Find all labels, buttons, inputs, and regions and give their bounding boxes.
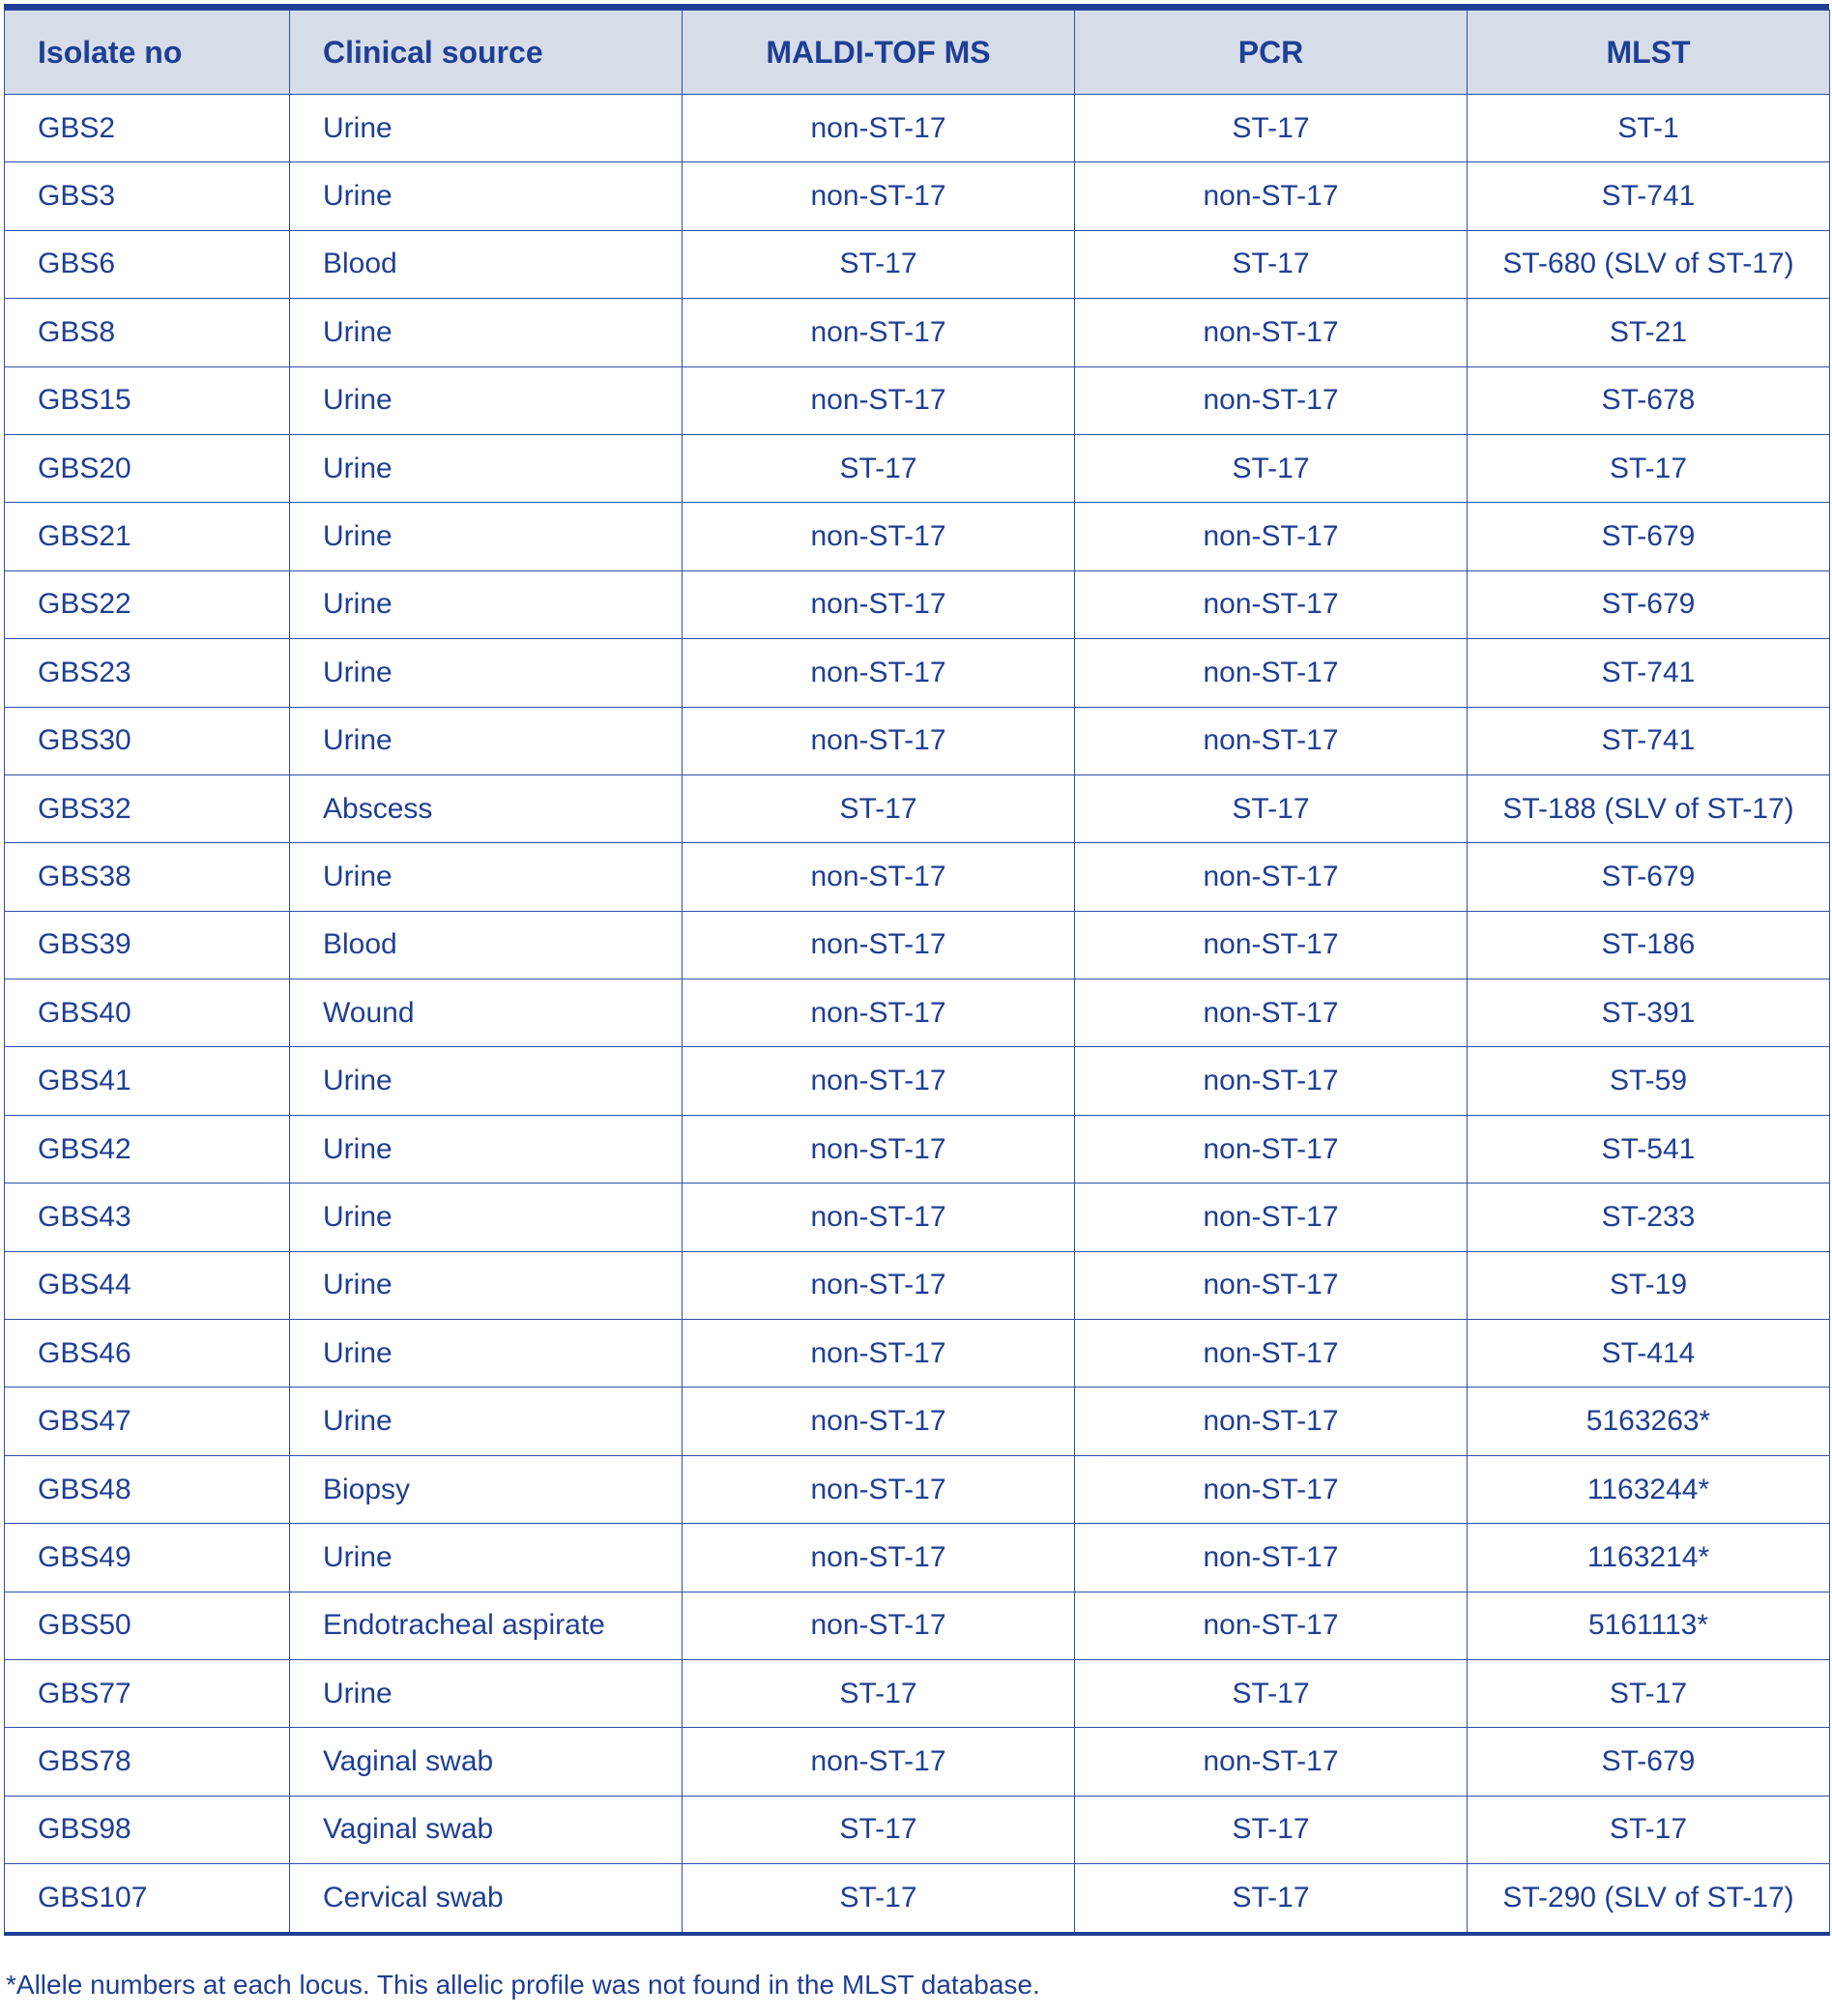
table-row — [5, 707, 1830, 774]
isolate-no-cell: GBS50 — [5, 1592, 290, 1659]
pcr-cell: non-ST-17 — [1075, 1115, 1468, 1183]
maldi-tof-ms-cell: ST-17 — [683, 1864, 1075, 1934]
table-row — [5, 230, 1830, 298]
mlst-cell: 5163263* — [1468, 1388, 1830, 1455]
maldi-tof-ms-cell: non-ST-17 — [683, 570, 1075, 638]
mlst-cell: ST-741 — [1468, 162, 1830, 230]
table-footnote: *Allele numbers at each locus. This allelic profile was not found in the MLST database. — [6, 1970, 1040, 2000]
table-row — [5, 570, 1830, 638]
isolate-no-cell: GBS77 — [5, 1659, 290, 1727]
maldi-tof-ms-cell: non-ST-17 — [683, 843, 1075, 911]
table-row — [5, 1388, 1830, 1455]
pcr-cell: non-ST-17 — [1075, 1455, 1468, 1523]
isolate-no-cell: GBS42 — [5, 1115, 290, 1183]
table-row — [5, 843, 1830, 911]
pcr-cell: non-ST-17 — [1075, 570, 1468, 638]
clinical-source-cell: Blood — [290, 230, 683, 298]
maldi-tof-ms-cell: non-ST-17 — [683, 911, 1075, 979]
isolate-no-cell: GBS78 — [5, 1728, 290, 1796]
maldi-tof-ms-cell: non-ST-17 — [683, 1388, 1075, 1455]
clinical-source-cell: Urine — [290, 1320, 683, 1388]
table-row — [5, 299, 1830, 366]
maldi-tof-ms-cell: ST-17 — [683, 230, 1075, 298]
clinical-source-cell: Wound — [290, 979, 683, 1047]
maldi-tof-ms-cell: non-ST-17 — [683, 1524, 1075, 1592]
mlst-cell: 5161113* — [1468, 1592, 1830, 1659]
maldi-tof-ms-cell: non-ST-17 — [683, 162, 1075, 230]
table-row — [5, 911, 1830, 979]
mlst-cell: ST-679 — [1468, 843, 1830, 911]
mlst-cell: ST-186 — [1468, 911, 1830, 979]
clinical-source-cell: Biopsy — [290, 1455, 683, 1523]
maldi-tof-ms-cell: ST-17 — [683, 1659, 1075, 1727]
mlst-cell: 1163214* — [1468, 1524, 1830, 1592]
isolate-no-cell: GBS41 — [5, 1047, 290, 1115]
mlst-cell: ST-414 — [1468, 1320, 1830, 1388]
clinical-source-cell: Urine — [290, 366, 683, 434]
header-clinical-source: Clinical source — [290, 11, 683, 95]
isolate-no-cell: GBS8 — [5, 299, 290, 366]
results-table — [4, 10, 1830, 1936]
mlst-cell: ST-680 (SLV of ST-17) — [1468, 230, 1830, 298]
pcr-cell: non-ST-17 — [1075, 162, 1468, 230]
table-row — [5, 774, 1830, 842]
isolate-no-cell: GBS47 — [5, 1388, 290, 1455]
pcr-cell: non-ST-17 — [1075, 911, 1468, 979]
isolate-no-cell: GBS44 — [5, 1251, 290, 1319]
pcr-cell: ST-17 — [1075, 1864, 1468, 1934]
isolate-no-cell: GBS40 — [5, 979, 290, 1047]
mlst-cell: ST-741 — [1468, 639, 1830, 707]
clinical-source-cell: Urine — [290, 1524, 683, 1592]
header-pcr: PCR — [1075, 11, 1468, 95]
mlst-cell: ST-290 (SLV of ST-17) — [1468, 1864, 1830, 1934]
isolate-no-cell: GBS23 — [5, 639, 290, 707]
maldi-tof-ms-cell: non-ST-17 — [683, 1455, 1075, 1523]
header-row — [5, 11, 1830, 95]
mlst-cell: ST-741 — [1468, 707, 1830, 774]
clinical-source-cell: Urine — [290, 1047, 683, 1115]
pcr-cell: non-ST-17 — [1075, 503, 1468, 570]
clinical-source-cell: Urine — [290, 434, 683, 502]
table-row — [5, 162, 1830, 230]
pcr-cell: non-ST-17 — [1075, 1047, 1468, 1115]
mlst-cell: ST-391 — [1468, 979, 1830, 1047]
table-row — [5, 434, 1830, 502]
mlst-cell: ST-21 — [1468, 299, 1830, 366]
pcr-cell: ST-17 — [1075, 774, 1468, 842]
mlst-cell: ST-678 — [1468, 366, 1830, 434]
pcr-cell: non-ST-17 — [1075, 1183, 1468, 1251]
mlst-cell: ST-59 — [1468, 1047, 1830, 1115]
clinical-source-cell: Urine — [290, 843, 683, 911]
table-row — [5, 1183, 1830, 1251]
pcr-cell: ST-17 — [1075, 95, 1468, 162]
clinical-source-cell: Urine — [290, 1183, 683, 1251]
mlst-cell: ST-679 — [1468, 503, 1830, 570]
table-body — [5, 95, 1830, 1934]
pcr-cell: non-ST-17 — [1075, 299, 1468, 366]
isolate-no-cell: GBS3 — [5, 162, 290, 230]
table-row — [5, 1251, 1830, 1319]
clinical-source-cell: Blood — [290, 911, 683, 979]
table-row — [5, 1047, 1830, 1115]
maldi-tof-ms-cell: non-ST-17 — [683, 979, 1075, 1047]
pcr-cell: non-ST-17 — [1075, 1592, 1468, 1659]
pcr-cell: non-ST-17 — [1075, 1728, 1468, 1796]
header-maldi-tof-ms: MALDI-TOF MS — [683, 11, 1075, 95]
pcr-cell: non-ST-17 — [1075, 843, 1468, 911]
maldi-tof-ms-cell: ST-17 — [683, 434, 1075, 502]
isolate-no-cell: GBS2 — [5, 95, 290, 162]
pcr-cell: non-ST-17 — [1075, 366, 1468, 434]
maldi-tof-ms-cell: non-ST-17 — [683, 1728, 1075, 1796]
pcr-cell: ST-17 — [1075, 434, 1468, 502]
mlst-cell: ST-541 — [1468, 1115, 1830, 1183]
mlst-cell: ST-188 (SLV of ST-17) — [1468, 774, 1830, 842]
table-row — [5, 979, 1830, 1047]
isolate-no-cell: GBS20 — [5, 434, 290, 502]
pcr-cell: ST-17 — [1075, 1659, 1468, 1727]
isolate-no-cell: GBS39 — [5, 911, 290, 979]
mlst-cell: ST-679 — [1468, 1728, 1830, 1796]
clinical-source-cell: Urine — [290, 162, 683, 230]
clinical-source-cell: Endotracheal aspirate — [290, 1592, 683, 1659]
pcr-cell: non-ST-17 — [1075, 979, 1468, 1047]
mlst-cell: ST-17 — [1468, 1796, 1830, 1863]
pcr-cell: non-ST-17 — [1075, 1524, 1468, 1592]
isolate-no-cell: GBS22 — [5, 570, 290, 638]
mlst-cell: ST-679 — [1468, 570, 1830, 638]
maldi-tof-ms-cell: non-ST-17 — [683, 1320, 1075, 1388]
clinical-source-cell: Urine — [290, 639, 683, 707]
maldi-tof-ms-cell: non-ST-17 — [683, 503, 1075, 570]
clinical-source-cell: Vaginal swab — [290, 1728, 683, 1796]
table-row — [5, 1728, 1830, 1796]
clinical-source-cell: Cervical swab — [290, 1864, 683, 1934]
isolate-no-cell: GBS107 — [5, 1864, 290, 1934]
mlst-cell: ST-17 — [1468, 434, 1830, 502]
header-mlst: MLST — [1468, 11, 1830, 95]
clinical-source-cell: Vaginal swab — [290, 1796, 683, 1863]
maldi-tof-ms-cell: non-ST-17 — [683, 95, 1075, 162]
maldi-tof-ms-cell: non-ST-17 — [683, 707, 1075, 774]
clinical-source-cell: Urine — [290, 1251, 683, 1319]
maldi-tof-ms-cell: non-ST-17 — [683, 639, 1075, 707]
isolate-no-cell: GBS15 — [5, 366, 290, 434]
pcr-cell: ST-17 — [1075, 230, 1468, 298]
table-row — [5, 366, 1830, 434]
maldi-tof-ms-cell: ST-17 — [683, 1796, 1075, 1863]
pcr-cell: non-ST-17 — [1075, 1320, 1468, 1388]
clinical-source-cell: Urine — [290, 1659, 683, 1727]
table-header — [5, 11, 1830, 95]
mlst-cell: 1163244* — [1468, 1455, 1830, 1523]
clinical-source-cell: Urine — [290, 707, 683, 774]
pcr-cell: non-ST-17 — [1075, 1388, 1468, 1455]
table-row — [5, 1864, 1830, 1934]
pcr-cell: ST-17 — [1075, 1796, 1468, 1863]
table-row — [5, 1659, 1830, 1727]
clinical-source-cell: Abscess — [290, 774, 683, 842]
pcr-cell: non-ST-17 — [1075, 639, 1468, 707]
maldi-tof-ms-cell: non-ST-17 — [683, 1183, 1075, 1251]
header-isolate-no: Isolate no — [5, 11, 290, 95]
isolate-no-cell: GBS38 — [5, 843, 290, 911]
table-row — [5, 503, 1830, 570]
isolate-no-cell: GBS6 — [5, 230, 290, 298]
pcr-cell: non-ST-17 — [1075, 1251, 1468, 1319]
maldi-tof-ms-cell: non-ST-17 — [683, 1251, 1075, 1319]
table-row — [5, 1115, 1830, 1183]
isolate-no-cell: GBS98 — [5, 1796, 290, 1863]
isolate-no-cell: GBS46 — [5, 1320, 290, 1388]
isolate-no-cell: GBS30 — [5, 707, 290, 774]
maldi-tof-ms-cell: non-ST-17 — [683, 1047, 1075, 1115]
clinical-source-cell: Urine — [290, 1388, 683, 1455]
maldi-tof-ms-cell: non-ST-17 — [683, 299, 1075, 366]
mlst-cell: ST-19 — [1468, 1251, 1830, 1319]
isolate-no-cell: GBS48 — [5, 1455, 290, 1523]
table-row — [5, 1524, 1830, 1592]
clinical-source-cell: Urine — [290, 1115, 683, 1183]
mlst-cell: ST-233 — [1468, 1183, 1830, 1251]
table-row — [5, 1320, 1830, 1388]
isolate-no-cell: GBS32 — [5, 774, 290, 842]
isolate-no-cell: GBS21 — [5, 503, 290, 570]
maldi-tof-ms-cell: ST-17 — [683, 774, 1075, 842]
clinical-source-cell: Urine — [290, 95, 683, 162]
maldi-tof-ms-cell: non-ST-17 — [683, 1115, 1075, 1183]
table-row — [5, 1455, 1830, 1523]
maldi-tof-ms-cell: non-ST-17 — [683, 366, 1075, 434]
results-table-container — [4, 4, 1829, 1936]
isolate-no-cell: GBS43 — [5, 1183, 290, 1251]
isolate-no-cell: GBS49 — [5, 1524, 290, 1592]
table-row — [5, 95, 1830, 162]
clinical-source-cell: Urine — [290, 299, 683, 366]
table-row — [5, 1592, 1830, 1659]
table-row — [5, 639, 1830, 707]
mlst-cell: ST-17 — [1468, 1659, 1830, 1727]
clinical-source-cell: Urine — [290, 503, 683, 570]
pcr-cell: non-ST-17 — [1075, 707, 1468, 774]
table-row — [5, 1796, 1830, 1863]
mlst-cell: ST-1 — [1468, 95, 1830, 162]
clinical-source-cell: Urine — [290, 570, 683, 638]
maldi-tof-ms-cell: non-ST-17 — [683, 1592, 1075, 1659]
